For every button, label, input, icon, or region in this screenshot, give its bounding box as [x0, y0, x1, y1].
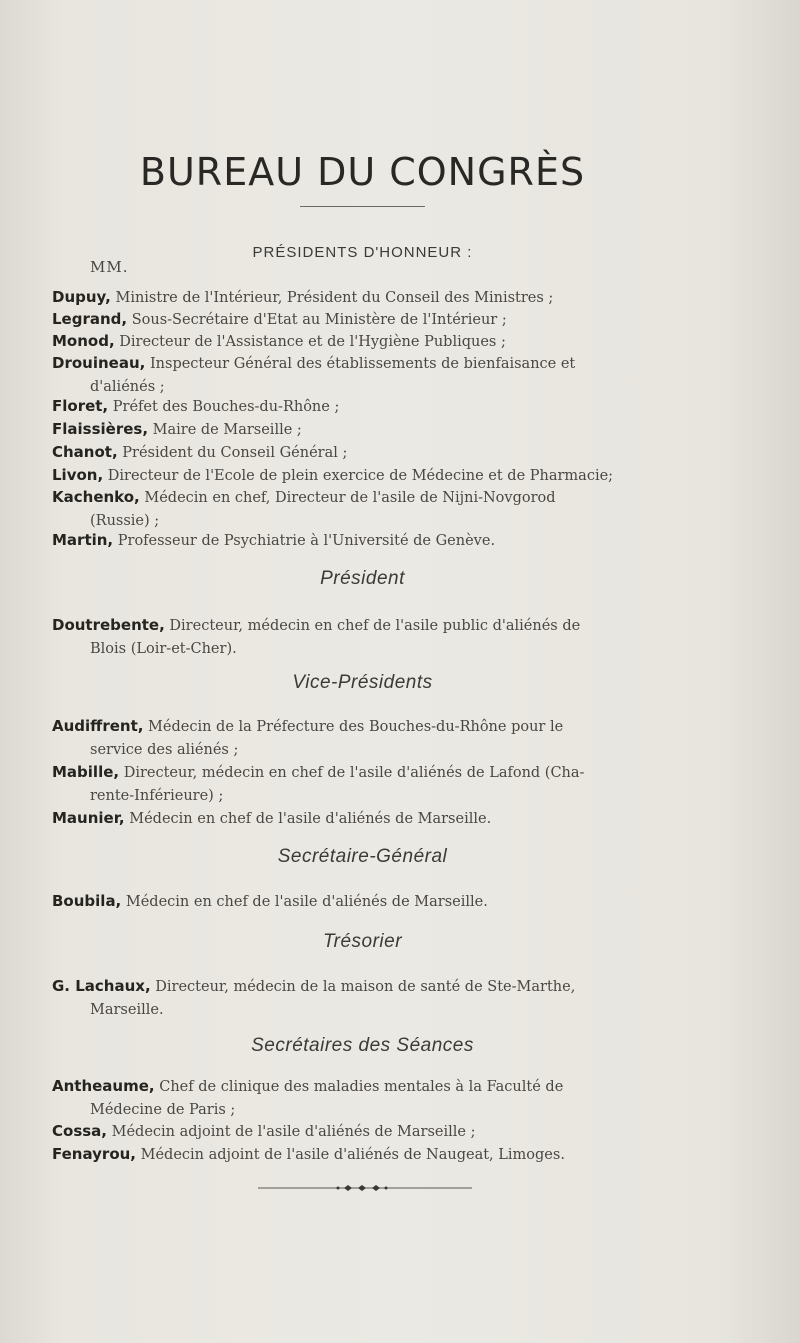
list-item [52, 418, 672, 442]
section-heading-president: Président [320, 568, 405, 589]
entry-text: Médecin en chef de l'asile d'aliénés de Marseille. [125, 894, 488, 910]
entry-text: Chef de clinique des maladies mentales à la Faculté de [159, 1079, 564, 1095]
list-item [52, 464, 672, 488]
entry-text: Médecin de la Préfecture des Bouches-du-Rhône pour le [148, 719, 564, 735]
list-item [52, 1143, 672, 1167]
list-item [52, 715, 672, 762]
entry-name: Mabille, [52, 763, 120, 781]
closing-ornament-icon [258, 1183, 472, 1193]
list-item [52, 614, 672, 661]
list-item [52, 395, 672, 419]
entry-text: Inspecteur Général des établissements de bienfaisance et [149, 356, 576, 372]
entry-continuation: (Russie) ; [90, 513, 160, 529]
entry-text: Sous-Secrétaire d'Etat au Ministère de l'Intérieur ; [131, 312, 507, 328]
entry-name: Cossa, [52, 1122, 107, 1140]
entry-text: Ministre de l'Intérieur, Président du Conseil des Ministres ; [115, 290, 554, 306]
mm-label: MM. [90, 258, 129, 276]
entry-name: Chanot, [52, 443, 118, 461]
entry-text: Préfet des Bouches-du-Rhône ; [112, 399, 340, 415]
entry-name: Dupuy, [52, 288, 111, 306]
list-item [52, 807, 672, 831]
entry-text: Médecin adjoint de l'asile d'aliénés de Naugeat, Limoges. [140, 1147, 565, 1163]
entry-name: Fenayrou, [52, 1145, 137, 1163]
entry-name: Floret, [52, 397, 109, 415]
section-heading-secretary-general: Secrétaire-Général [277, 846, 448, 867]
entry-name: Monod, [52, 332, 115, 350]
list-item [52, 529, 672, 553]
entry-text: Médecin en chef, Directeur de l'asile de Nijni-Novgorod [144, 490, 556, 506]
list-item [52, 330, 672, 354]
list-item [52, 890, 672, 914]
list-item [52, 486, 672, 533]
list-item [52, 441, 672, 465]
entry-text: Maire de Marseille ; [152, 422, 302, 438]
entry-text: Directeur, médecin de la maison de santé de Ste-Marthe, [155, 979, 576, 995]
section-heading-treasurer: Trésorier [322, 931, 403, 952]
entry-continuation: Marseille. [90, 1002, 164, 1018]
list-item [52, 308, 672, 332]
entry-text: Médecin adjoint de l'asile d'aliénés de Marseille ; [111, 1124, 476, 1140]
entry-text: Directeur de l'Ecole de plein exercice de Médecine et de Pharmacie; [107, 468, 614, 484]
entry-name: Livon, [52, 466, 104, 484]
entry-continuation: Blois (Loir-et-Cher). [90, 641, 237, 657]
entry-name: G. Lachaux, [52, 977, 151, 995]
list-item [52, 975, 672, 1022]
title-rule [300, 206, 425, 207]
entry-text: Directeur de l'Assistance et de l'Hygiène Publiques ; [119, 334, 506, 350]
entry-name: Martin, [52, 531, 114, 549]
entry-name: Doutrebente, [52, 616, 165, 634]
entry-text: Président du Conseil Général ; [122, 445, 348, 461]
entry-name: Kachenko, [52, 488, 140, 506]
entry-text: Directeur, médecin en chef de l'asile d'aliénés de Lafond (Cha- [123, 765, 585, 781]
section-heading-secretaries: Secrétaires des Séances [251, 1035, 474, 1056]
entry-name: Audiffrent, [52, 717, 144, 735]
entry-name: Boubila, [52, 892, 122, 910]
entry-continuation: d'aliénés ; [90, 379, 165, 395]
entry-text: Professeur de Psychiatrie à l'Université de Genève. [117, 533, 496, 549]
entry-continuation: rente-Inférieure) ; [90, 788, 224, 804]
list-item [52, 286, 672, 310]
page-title: BUREAU DU CONGRÈS [139, 150, 586, 194]
section-heading-honorary: PRÉSIDENTS D'HONNEUR : [252, 244, 473, 261]
list-item [52, 1075, 672, 1122]
entry-text: Directeur, médecin en chef de l'asile public d'aliénés de [169, 618, 581, 634]
list-item [52, 761, 672, 808]
entry-continuation: Médecine de Paris ; [90, 1102, 236, 1118]
entry-name: Drouineau, [52, 354, 146, 372]
list-item [52, 352, 672, 399]
entry-name: Legrand, [52, 310, 128, 328]
list-item [52, 1120, 672, 1144]
entry-name: Maunier, [52, 809, 125, 827]
section-heading-vice-presidents: Vice-Présidents [292, 672, 433, 693]
entry-name: Flaissières, [52, 420, 149, 438]
entry-name: Antheaume, [52, 1077, 155, 1095]
entry-continuation: service des aliénés ; [90, 742, 239, 758]
entry-text: Médecin en chef de l'asile d'aliénés de Marseille. [129, 811, 492, 827]
